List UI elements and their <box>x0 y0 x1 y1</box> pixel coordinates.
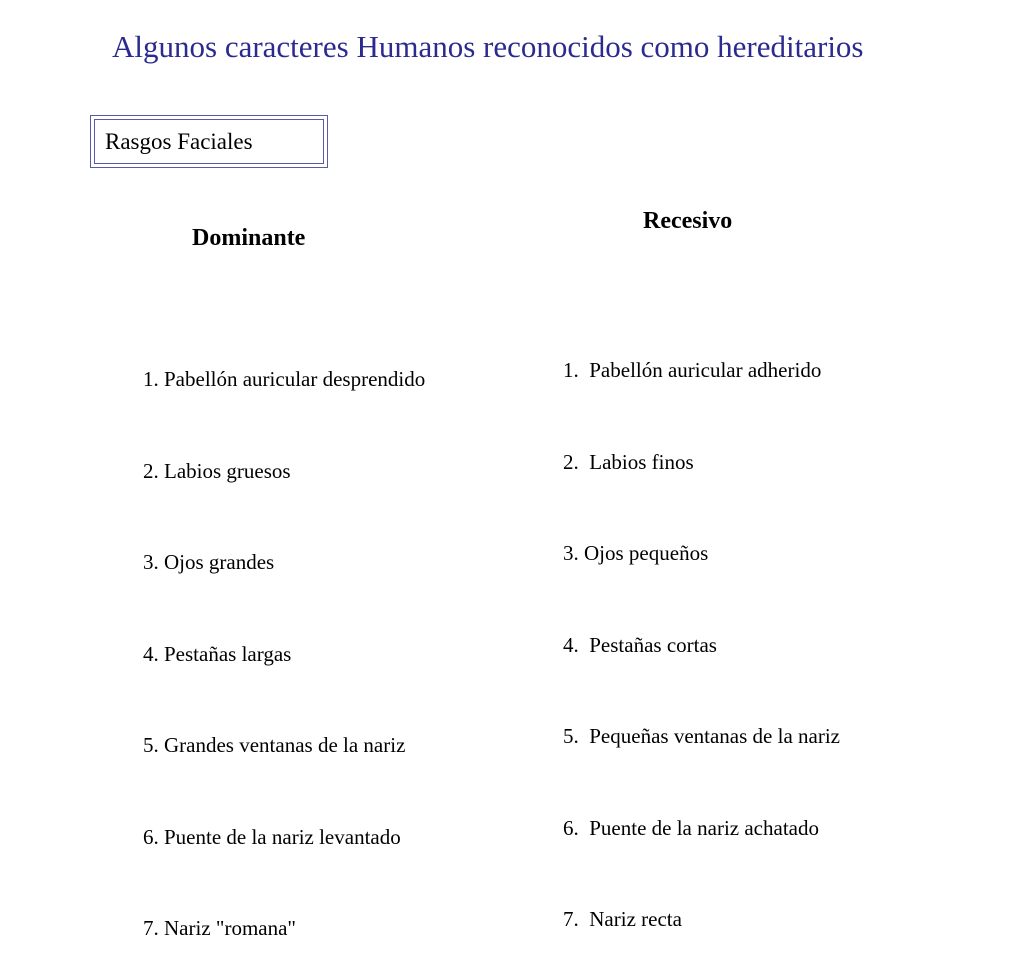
dominant-trait-item: 2. Labios gruesos <box>143 458 291 483</box>
recessive-heading: Recesivo <box>643 208 733 234</box>
dominant-heading: Dominante <box>192 225 306 251</box>
recessive-trait-list <box>563 294 840 965</box>
dominant-trait-item: 3. Ojos grandes <box>143 550 275 574</box>
dominant-trait-item: 5. Grandes ventanas de la nariz <box>143 733 406 757</box>
recessive-trait-item: 2. Labios finos <box>563 449 694 474</box>
dominant-trait-item: 1. Pabellón auricular desprendido <box>143 367 426 391</box>
category-box <box>90 115 328 168</box>
dominant-trait-item: 7. Nariz "romana" <box>143 916 296 940</box>
recessive-trait-item: 3. Ojos pequeños <box>563 541 709 565</box>
category-box-inner <box>94 119 324 164</box>
recessive-trait-item: 5. Pequeñas ventanas de la nariz <box>563 724 840 748</box>
recessive-trait-item: 1. Pabellón auricular adherido <box>563 358 822 382</box>
category-label: Rasgos Faciales <box>105 129 253 154</box>
dominant-trait-list <box>143 303 425 974</box>
recessive-trait-item: 4. Pestañas cortas <box>563 632 717 657</box>
dominant-trait-item: 4. Pestañas largas <box>143 641 292 666</box>
recessive-trait-item: 7. Nariz recta <box>563 907 682 931</box>
dominant-trait-item: 6. Puente de la nariz levantado <box>143 824 401 849</box>
slide-title: Algunos caracteres Humanos reconocidos como hereditarios <box>112 29 864 64</box>
recessive-trait-item: 6. Puente de la nariz achatado <box>563 815 819 840</box>
